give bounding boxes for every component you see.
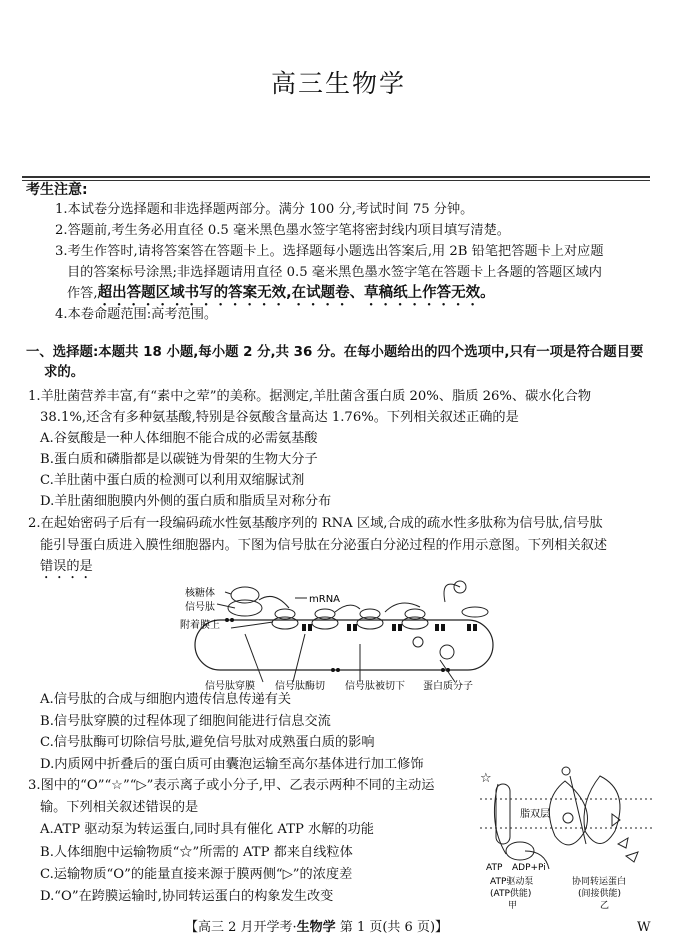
question-1-stem: 38.1%,还含有多种氨基酸,特别是谷氨酸含量高达 1.76%。下列相关叙述正确的是 bbox=[40, 410, 519, 425]
question-3-option-d: D.“O”在跨膜运输时,协同转运蛋白的构象发生改变 bbox=[40, 889, 334, 904]
label-jia: 甲 bbox=[508, 901, 518, 911]
section-heading: 一、选择题:本题共 18 小题,每小题 2 分,共 36 分。在每小题给出的四个选项中,只有一项是符合题目要 bbox=[26, 345, 644, 360]
label-adp: ADP+Pi bbox=[512, 863, 546, 873]
notice-heading: 考生注意: bbox=[26, 182, 88, 198]
label-pump-note: (ATP供能) bbox=[490, 889, 532, 899]
label-step1: 信号肽穿膜 bbox=[205, 681, 255, 692]
question-2-option-a: A.信号肽的合成与细胞内遗传信息传递有关 bbox=[40, 692, 292, 707]
notice-text: 作答, bbox=[67, 286, 98, 301]
label-step4: 蛋白质分子 bbox=[423, 681, 473, 692]
question-1-stem: 1.羊肚菌营养丰富,有“素中之荤”的美称。据测定,羊肚菌含蛋白质 20%、脂质 26%、碳水化合物 bbox=[28, 389, 592, 404]
question-2-option-c: C.信号肽酶可切除信号肽,避免信号肽对成熟蛋白质的影响 bbox=[40, 735, 375, 750]
footer-subject: 生物学 bbox=[296, 920, 336, 935]
question-2-option-d: D.内质网中折叠后的蛋白质可由囊泡运输至高尔基体进行加工修饰 bbox=[40, 757, 424, 772]
label-attach: 附着膜上 bbox=[180, 620, 220, 631]
question-2-stem bbox=[40, 558, 93, 582]
label-atp: ATP bbox=[486, 863, 503, 873]
star-icon: ☆ bbox=[480, 771, 492, 786]
notice-item: 目的答案标号涂黑;非选择题请用直径 0.5 毫米黑色墨水签字笔在答题卡上各题的答题区域内 bbox=[67, 265, 602, 280]
label-signal-peptide: 信号肽 bbox=[185, 602, 215, 613]
question-1-option-a: A.谷氨酸是一种人体细胞不能合成的必需氨基酸 bbox=[40, 431, 318, 446]
label-ribosome: 核糖体 bbox=[185, 588, 215, 599]
question-2-stem: 2.在起始密码子后有一段编码疏水性氨基酸序列的 RNA 区域,合成的疏水性多肽称为信号肽,信号肽 bbox=[28, 516, 603, 531]
divider bbox=[22, 176, 650, 178]
page-footer bbox=[185, 919, 448, 937]
footer-mark: W bbox=[637, 920, 651, 935]
notice-item: 4.本卷命题范围:高考范围。 bbox=[55, 307, 218, 322]
active-transport-diagram bbox=[480, 766, 660, 911]
question-3-option-c: C.运输物质“O”的能量直接来源于膜两侧“▷”的浓度差 bbox=[40, 867, 353, 882]
question-3-option-a: A.ATP 驱动泵为转运蛋白,同时具有催化 ATP 水解的功能 bbox=[40, 822, 374, 837]
label-cotransporter-note: (间接供能) bbox=[578, 889, 622, 899]
label-step2: 信号肽酶切 bbox=[275, 681, 325, 692]
divider bbox=[22, 180, 650, 181]
label-cotransporter: 协同转运蛋白 bbox=[572, 877, 627, 887]
label-mrna: mRNA bbox=[309, 594, 341, 605]
section-heading-cont: 求的。 bbox=[44, 365, 85, 380]
notice-item: 2.答题前,考生务必用直径 0.5 毫米黑色墨水签字笔将密封线内项目填写清楚。 bbox=[55, 223, 510, 238]
question-3-stem: 3.图中的“O”“☆”“▷”表示离子或小分子,甲、乙表示两种不同的主动运 bbox=[28, 778, 435, 793]
question-1-option-b: B.蛋白质和磷脂都是以碳链为骨架的生物大分子 bbox=[40, 452, 318, 467]
label-bilayer: 脂双层 bbox=[520, 809, 550, 820]
notice-emphasis: 超出答题区域书写的答案无效,在试题卷、草稿纸上作答无效。 bbox=[97, 285, 495, 301]
question-1-option-d: D.羊肚菌细胞膜内外侧的蛋白质和脂质呈对称分布 bbox=[40, 494, 332, 509]
label-pump: ATP驱动泵 bbox=[490, 877, 534, 887]
question-1-option-c: C.羊肚菌中蛋白质的检测可以利用双缩脲试剂 bbox=[40, 473, 305, 488]
notice-item: 3.考生作答时,请将答案答在答题卡上。选择题每小题选出答案后,用 2B 铅笔把答题卡上对应题 bbox=[55, 244, 604, 259]
footer-left: 【高三 2 月开学考· bbox=[185, 920, 297, 935]
label-yi: 乙 bbox=[600, 901, 610, 911]
notice-item: 1.本试卷分选择题和非选择题两部分。满分 100 分,考试时间 75 分钟。 bbox=[55, 202, 474, 217]
footer-page: 第 1 页(共 6 页)】 bbox=[335, 920, 449, 935]
page-title: 高三生物学 bbox=[270, 69, 406, 98]
question-2-stem: 能引导蛋白质进入膜性细胞器内。下图为信号肽在分泌蛋白分泌过程的作用示意图。下列相关叙述 bbox=[40, 538, 608, 553]
emphasis-text: 错误的是 bbox=[40, 559, 93, 574]
label-step3: 信号肽被切下 bbox=[345, 681, 405, 692]
question-3-option-b: B.人体细胞中运输物质“☆”所需的 ATP 都来自线粒体 bbox=[40, 845, 353, 860]
question-3-stem: 输。下列相关叙述错误的是 bbox=[40, 800, 199, 815]
question-2-option-b: B.信号肽穿膜的过程体现了细胞间能进行信息交流 bbox=[40, 714, 331, 729]
signal-peptide-diagram bbox=[180, 582, 495, 692]
